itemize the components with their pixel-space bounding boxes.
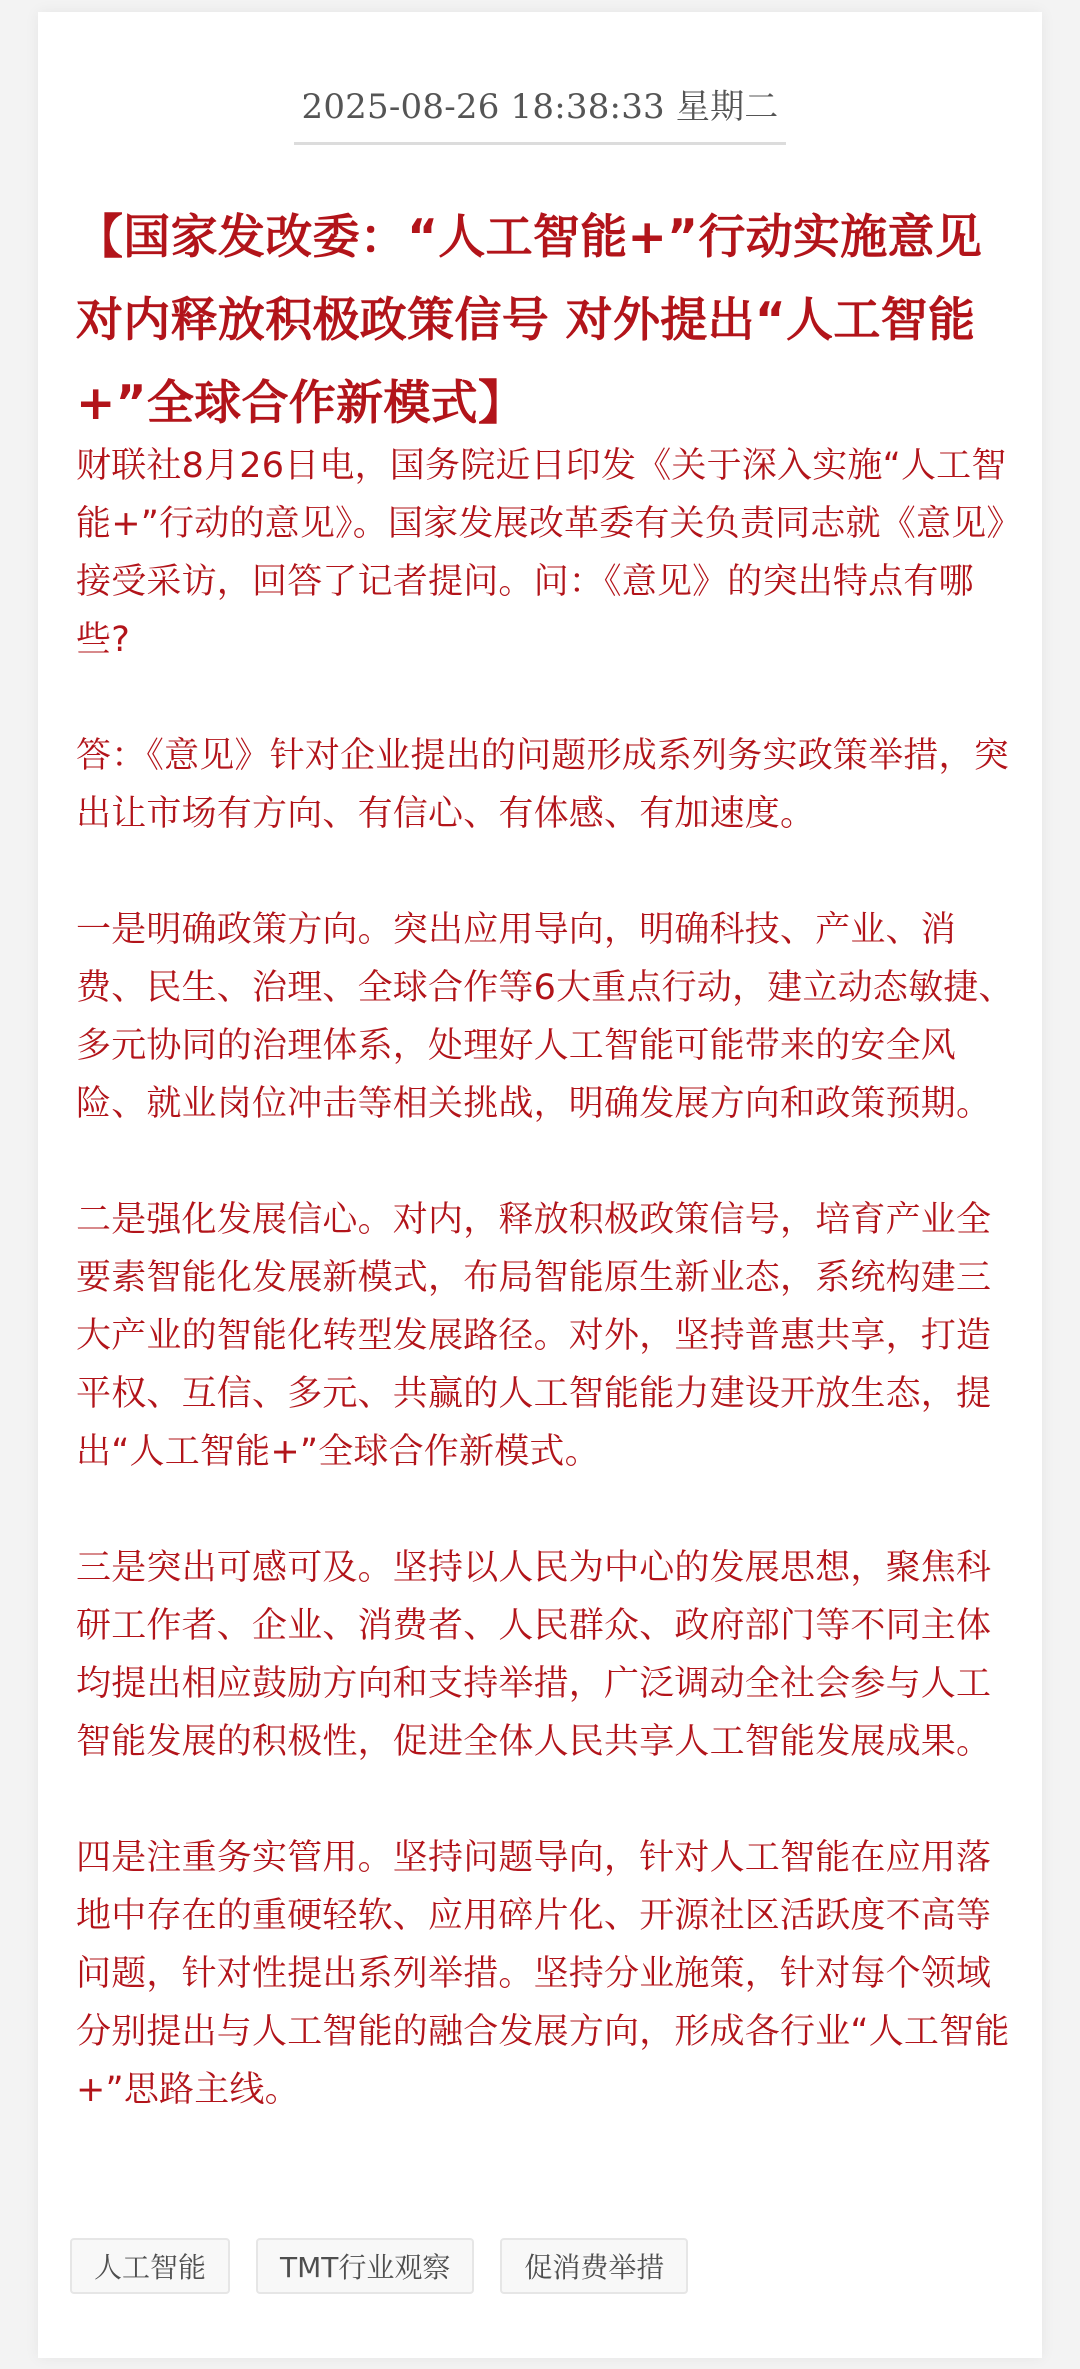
tag-tmt-industry-watch[interactable]: TMT行业观察 xyxy=(256,2238,474,2294)
article-headline: 【国家发改委：“人工智能+”行动实施意见对内释放积极政策信号 对外提出“人工智能+”全球合作新模式】 xyxy=(76,210,983,431)
date-header xyxy=(38,87,1042,145)
publish-datetime: 2025-08-26 18:38:33 星期二 xyxy=(294,90,787,145)
tag-consumption-measures[interactable]: 促消费举措 xyxy=(500,2238,688,2294)
paragraph-point-1: 一是明确政策方向。突出应用导向，明确科技、产业、消费、民生、治理、全球合作等6大重点行动，建立动态敏捷、多元协同的治理体系，处理好人工智能可能带来的安全风险、就业岗位冲击等相关挑战，明确发展方向和政策预期。 xyxy=(76,910,1014,1124)
article-card xyxy=(38,12,1042,2358)
paragraph-point-2: 二是强化发展信心。对内，释放积极政策信号，培育产业全要素智能化发展新模式，布局智能原生新业态，系统构建三大产业的智能化转型发展路径。对外，坚持普惠共享，打造平权、互信、多元、共赢的人工智能能力建设开放生态，提出“人工智能+”全球合作新模式。 xyxy=(76,1200,992,1472)
paragraph-intro: 财联社8月26日电，国务院近日印发《关于深入实施“人工智能+”行动的意见》。国家发展改革委有关负责同志就《意见》接受采访，回答了记者提问。问：《意见》的突出特点有哪些? xyxy=(76,446,1007,660)
topic-tags xyxy=(70,2238,688,2294)
article-body xyxy=(76,437,1016,2119)
paragraph-point-4: 四是注重务实管用。坚持问题导向，针对人工智能在应用落地中存在的重硬轻软、应用碎片化、开源社区活跃度不高等问题，针对性提出系列举措。坚持分业施策，针对每个领域分别提出与人工智能的融合发展方向，形成各行业“人工智能+”思路主线。 xyxy=(76,1838,1010,2110)
paragraph-point-3: 三是突出可感可及。坚持以人民为中心的发展思想，聚焦科研工作者、企业、消费者、人民群众、政府部门等不同主体均提出相应鼓励方向和支持举措，广泛调动全社会参与人工智能发展的积极性，促进全体人民共享人工智能发展成果。 xyxy=(76,1548,992,1762)
tag-ai[interactable]: 人工智能 xyxy=(70,2238,230,2294)
paragraph-answer: 答：《意见》针对企业提出的问题形成系列务实政策举措，突出让市场有方向、有信心、有体感、有加速度。 xyxy=(76,736,1009,834)
